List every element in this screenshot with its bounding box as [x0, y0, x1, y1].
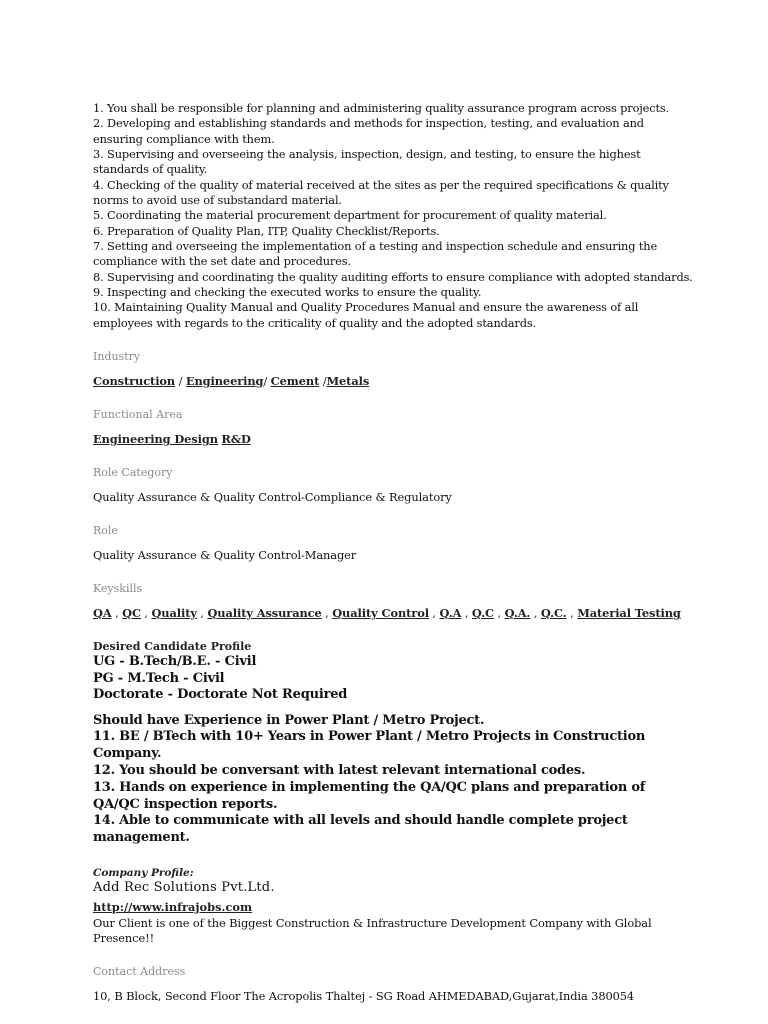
link-separator: , — [566, 606, 578, 621]
responsibility-item: 7. Setting and overseeing the implementation of a testing and inspection schedule and ensuring the compliance with the set date and procedures. — [93, 239, 658, 269]
experience-requirements — [93, 713, 693, 847]
candidate-profile-heading: Desired Candidate Profile — [93, 640, 252, 654]
responsibility-item: 9. Inspecting and checking the executed works to ensure the quality. — [93, 285, 482, 300]
keyskill-link[interactable]: Quality — [151, 606, 197, 621]
education-doctorate: Doctorate - Doctorate Not Required — [93, 687, 348, 703]
responsibility-item: 8. Supervising and coordinating the quality auditing efforts to ensure compliance with adopted standards. — [93, 269, 693, 284]
industry-link-engineering[interactable]: Engineering — [185, 374, 264, 389]
keyskill-link[interactable]: Quality Control — [332, 606, 429, 621]
education-pg: PG - M.Tech - Civil — [93, 670, 225, 686]
company-name: Add Rec Solutions Pvt.Ltd. — [93, 880, 275, 896]
responsibility-item: 4. Checking of the quality of material received at the sites as per the required specifications & quality norms to avoid use of substandard material. — [93, 177, 669, 208]
industry-links — [93, 374, 693, 389]
contact-address: 10, B Block, Second Floor The Acropolis Thaltej - SG Road AHMEDABAD,Gujarat,India 380054 — [93, 989, 635, 1004]
link-separator: , — [530, 606, 541, 621]
link-separator: , — [428, 606, 440, 621]
education-ug: UG - B.Tech/B.E. - Civil — [93, 654, 257, 670]
requirement-item: 13. Hands on experience in implementing the QA/QC plans and preparation of QA/QC inspection reports. — [93, 779, 646, 812]
role-category-label: Role Category — [93, 466, 173, 480]
link-separator: , — [196, 606, 208, 621]
industry-link-construction[interactable]: Construction — [93, 374, 176, 389]
keyskill-link[interactable]: Material Testing — [577, 606, 681, 621]
keyskills-links — [93, 606, 693, 621]
company-description: Our Client is one of the Biggest Construction & Infrastructure Development Company with Global Presence!! — [93, 916, 652, 946]
company-url-link[interactable]: http://www.infrajobs.com — [93, 900, 253, 915]
keyskill-link[interactable]: Q.C. — [540, 606, 567, 621]
contact-address-label: Contact Address — [93, 965, 186, 979]
job-description-page — [93, 101, 693, 1004]
link-separator: , — [461, 606, 472, 621]
industry-label: Industry — [93, 350, 141, 364]
responsibility-item: 6. Preparation of Quality Plan, ITP, Quality Checklist/Reports. — [93, 223, 440, 238]
keyskill-link[interactable]: Q.A. — [504, 606, 531, 621]
link-separator: / — [263, 374, 271, 389]
responsibility-item: 1. You shall be responsible for planning and administering quality assurance program across projects. — [93, 101, 670, 115]
education-list — [93, 654, 693, 704]
industry-link-metals[interactable]: Metals — [326, 374, 370, 389]
role-category-value: Quality Assurance & Quality Control-Compliance & Regulatory — [93, 490, 452, 505]
functional-area-links — [93, 432, 693, 447]
responsibility-item: 10. Maintaining Quality Manual and Quality Procedures Manual and ensure the awareness of all employees with regards to the criticality of quality and the adopted standards. — [93, 300, 639, 330]
requirement-item: 11. BE / BTech with 10+ Years in Power Plant / Metro Projects in Construction Company. — [93, 729, 646, 762]
keyskill-link[interactable]: Quality Assurance — [207, 606, 322, 621]
link-separator: , — [494, 606, 505, 621]
keyskill-link[interactable]: Q.A — [439, 606, 462, 621]
functional-area-link-engineering-design[interactable]: Engineering Design — [93, 432, 218, 447]
keyskill-link[interactable]: QC — [122, 606, 141, 621]
role-value: Quality Assurance & Quality Control-Manager — [93, 548, 357, 563]
responsibilities-list — [93, 101, 693, 331]
functional-area-link-rnd[interactable]: R&D — [221, 432, 251, 447]
link-separator: , — [140, 606, 152, 621]
responsibility-item: 5. Coordinating the material procurement department for procurement of quality material. — [93, 208, 607, 223]
requirement-item: 14. Able to communicate with all levels and should handle complete project management. — [93, 813, 628, 846]
requirement-item: Should have Experience in Power Plant / Metro Project. — [93, 712, 485, 728]
link-separator: / — [175, 374, 186, 389]
role-label: Role — [93, 524, 118, 538]
industry-link-cement[interactable]: Cement — [270, 374, 320, 389]
responsibility-item: 3. Supervising and overseeing the analysis, inspection, design, and testing, to ensure the highest standards of quality. — [93, 147, 641, 177]
keyskill-link[interactable]: Q.C — [471, 606, 495, 621]
link-separator: , — [321, 606, 333, 621]
keyskills-label: Keyskills — [93, 582, 143, 596]
keyskill-link[interactable]: QA — [93, 606, 112, 621]
functional-area-label: Functional Area — [93, 408, 183, 422]
link-separator: / — [319, 374, 327, 389]
company-profile-heading: Company Profile: — [93, 867, 194, 880]
responsibility-item: 2. Developing and establishing standards and methods for inspection, testing, and evaluation and ensuring compliance with them. — [93, 116, 644, 146]
requirement-item: 12. You should be conversant with latest relevant international codes. — [93, 763, 586, 779]
link-separator: , — [111, 606, 123, 621]
